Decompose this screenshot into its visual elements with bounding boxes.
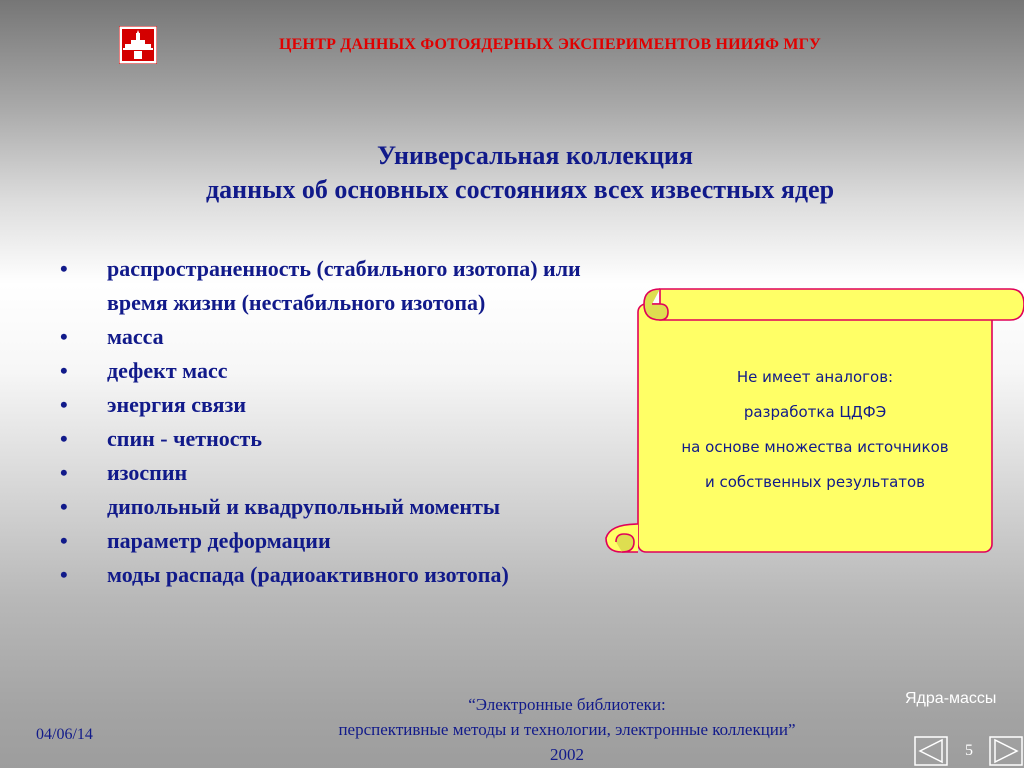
bullet-icon: • [60, 562, 68, 587]
page-number: 5 [965, 742, 973, 759]
header-title: ЦЕНТР ДАННЫХ ФОТОЯДЕРНЫХ ЭКСПЕРИМЕНТОВ НИИЯФ МГУ [279, 36, 821, 53]
list-item-text: распространенность (стабильного изотопа) или [107, 256, 581, 281]
slide-title-line-1: Универсальная коллекция [377, 141, 693, 170]
note-line: на основе множества источников [681, 438, 949, 456]
bullet-icon: • [60, 494, 68, 519]
list-item-continuation: время жизни (нестабильного изотопа) [107, 290, 486, 315]
bullet-icon: • [60, 358, 68, 383]
list-item-text: параметр деформации [107, 528, 331, 553]
note-line: Не имеет аналогов: [736, 368, 894, 386]
footer-line-2: перспективные методы и технологии, электронные коллекции” [338, 720, 796, 739]
scroll-note [637, 360, 993, 500]
list-item-text: энергия связи [107, 392, 247, 417]
list-item-text: масса [107, 324, 164, 349]
next-slide-button[interactable] [989, 736, 1023, 766]
bullet-icon: • [60, 426, 68, 451]
slide-title-line-2: данных об основных состояниях всех известных ядер [205, 175, 835, 204]
list-item-text: спин - четность [107, 426, 262, 451]
bullet-icon: • [60, 256, 68, 281]
bullet-icon: • [60, 528, 68, 553]
footer-line-3: 2002 [550, 745, 584, 764]
note-line: разработка ЦДФЭ [743, 403, 887, 421]
footer-line-1: “Электронные библиотеки: [468, 695, 666, 714]
bullet-icon: • [60, 392, 68, 417]
bullet-icon: • [60, 460, 68, 485]
previous-slide-button[interactable] [914, 736, 948, 766]
list-item-text: изоспин [107, 460, 188, 485]
list-item-text: моды распада (радиоактивного изотопа) [107, 562, 509, 587]
slide-date: 04/06/14 [36, 726, 93, 743]
triangle-left-icon [915, 737, 947, 765]
list-item-text: дефект масс [107, 358, 228, 383]
msu-logo-icon [119, 26, 157, 64]
footer-caption [240, 692, 894, 767]
triangle-right-icon [990, 737, 1022, 765]
note-line: и собственных результатов [704, 473, 926, 491]
slide-title [60, 139, 980, 207]
slide-tag: Ядра-массы [905, 690, 997, 707]
list-item-text: дипольный и квадрупольный моменты [107, 494, 501, 519]
bullet-icon: • [60, 324, 68, 349]
